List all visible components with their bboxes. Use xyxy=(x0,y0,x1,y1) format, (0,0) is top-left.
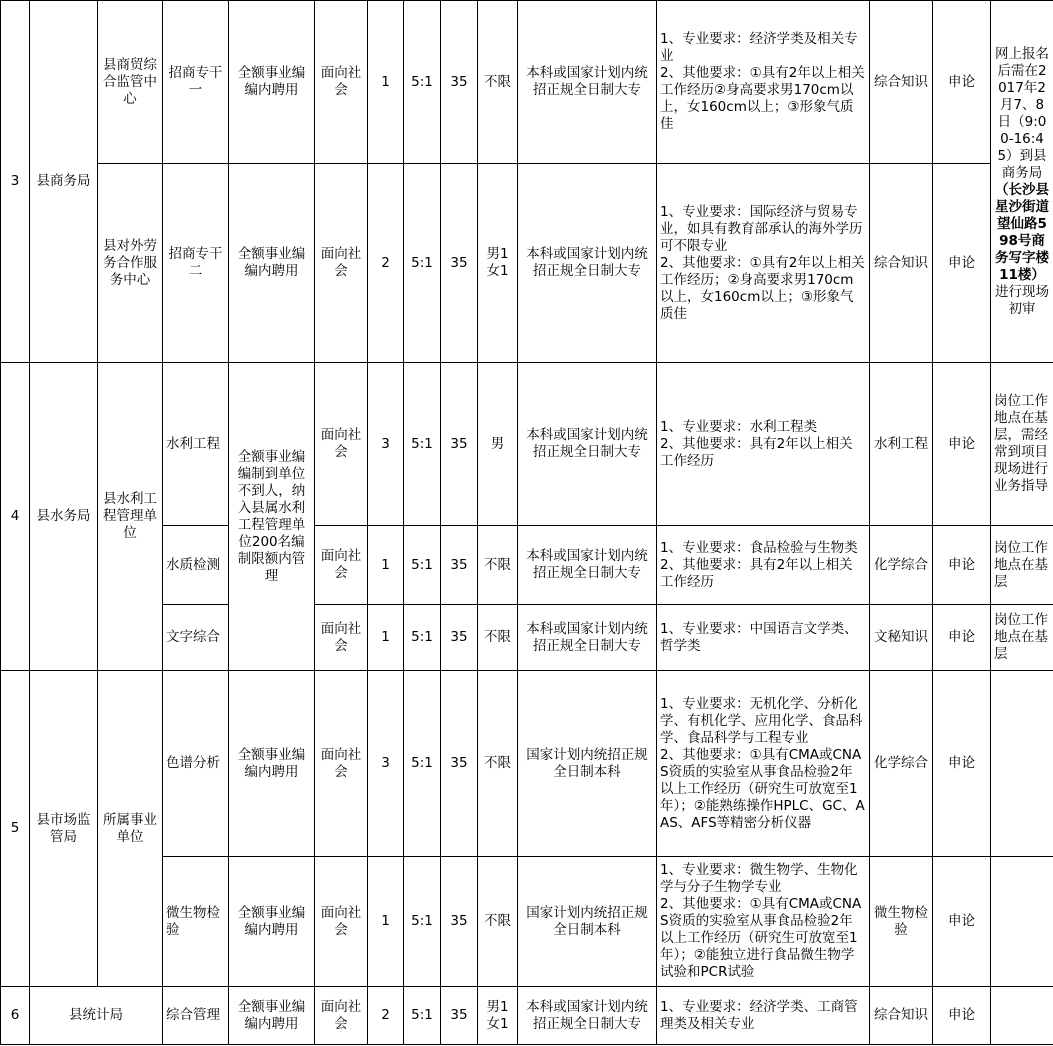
requirement-line: 2、其他要求：①具有CMA或CNAS资质的实验室从事食品检验2年以上工作经历（研究生可放宽至1年）；②能独立进行食品微生物学试验和PCR试验 xyxy=(660,896,862,980)
count-cell: 3 xyxy=(368,671,404,857)
education-cell: 本科或国家计划内统招正规全日制大专 xyxy=(518,363,657,526)
table-row xyxy=(1,1,1053,164)
requirement-line: 1、专业要求：无机化学、分析化学、有机化学、应用化学、食品科学、食品科学与工程专业 xyxy=(660,695,863,746)
ratio-cell: 5:1 xyxy=(404,605,441,671)
gender-cell: 男 xyxy=(478,363,518,526)
nature-cell: 全额事业编编内聘用 xyxy=(229,1,315,164)
count-cell: 2 xyxy=(368,987,404,1045)
note-cell: 岗位工作地点在基层 xyxy=(991,526,1053,605)
unit-cell: 所属事业单位 xyxy=(98,671,163,987)
exam-cell: 申论 xyxy=(933,987,991,1045)
requirements-cell xyxy=(657,671,870,857)
age-cell: 35 xyxy=(441,605,478,671)
requirement-line: 1、专业要求：中国语言文学类、哲学类 xyxy=(660,620,858,654)
subject-cell: 综合知识 xyxy=(870,164,933,363)
requirements-cell xyxy=(657,1,870,164)
seq-cell: 4 xyxy=(1,363,30,671)
gender-cell: 不限 xyxy=(478,857,518,987)
education-cell: 国家计划内统招正规全日制本科 xyxy=(518,857,657,987)
seq-cell: 3 xyxy=(1,1,30,363)
age-cell: 35 xyxy=(441,1,478,164)
age-cell: 35 xyxy=(441,363,478,526)
requirements-cell xyxy=(657,987,870,1045)
note-text: 网上报名后需在2017年2月7、8日（9:00-16:45）到县商务局 xyxy=(995,45,1049,181)
unit-cell: 县对外劳务合作服务中心 xyxy=(98,164,163,363)
table-row xyxy=(1,363,1053,526)
subject-cell: 微生物检验 xyxy=(870,857,933,987)
table-row xyxy=(1,671,1053,857)
note-cell: 岗位工作地点在基层 xyxy=(991,605,1053,671)
requirement-line: 1、专业要求：经济学类及相关专业 xyxy=(660,31,858,64)
nature-cell: 全额事业编编内聘用 xyxy=(229,164,315,363)
note-cell xyxy=(991,671,1053,857)
gender-cell: 不限 xyxy=(478,671,518,857)
gender-cell: 不限 xyxy=(478,1,518,164)
exam-cell: 申论 xyxy=(933,857,991,987)
subject-cell: 综合知识 xyxy=(870,987,933,1045)
department-cell: 县水务局 xyxy=(30,363,98,671)
age-cell: 35 xyxy=(441,987,478,1045)
scope-cell: 面向社会 xyxy=(315,526,368,605)
note-address: （长沙县星沙街道望仙路598号商务写字楼11楼） xyxy=(995,181,1049,283)
requirements-cell xyxy=(657,164,870,363)
scope-cell: 面向社会 xyxy=(315,987,368,1045)
ratio-cell: 5:1 xyxy=(404,363,441,526)
requirement-line: 2、其他要求：具有2年以上相关工作经历 xyxy=(660,435,853,469)
requirement-line: 2、其他要求：①具有2年以上相关工作经历②身高要求男170cm以上，女160cm以上；③形象气质佳 xyxy=(660,65,865,132)
gender-cell: 男1女1 xyxy=(478,987,518,1045)
seq-cell: 5 xyxy=(1,671,30,987)
requirements-cell xyxy=(657,363,870,526)
note-cell xyxy=(991,1,1053,363)
age-cell: 35 xyxy=(441,164,478,363)
gender-cell: 不限 xyxy=(478,526,518,605)
nature-cell: 全额事业编编内聘用 xyxy=(229,987,315,1045)
education-cell: 本科或国家计划内统招正规全日制大专 xyxy=(518,987,657,1045)
unit-cell: 县水利工程管理单位 xyxy=(98,363,163,671)
education-cell: 国家计划内统招正规全日制本科 xyxy=(518,671,657,857)
count-cell: 2 xyxy=(368,164,404,363)
post-cell: 色谱分析 xyxy=(163,671,229,857)
exam-cell: 申论 xyxy=(933,605,991,671)
requirement-line: 1、专业要求：水利工程类 xyxy=(660,418,818,435)
ratio-cell: 5:1 xyxy=(404,671,441,857)
subject-cell: 水利工程 xyxy=(870,363,933,526)
education-cell: 本科或国家计划内统招正规全日制大专 xyxy=(518,526,657,605)
nature-cell: 全额事业编编制到单位不到人，纳入县属水利工程管理单位200名编制限额内管理 xyxy=(229,363,315,671)
scope-cell: 面向社会 xyxy=(315,164,368,363)
requirements-cell xyxy=(657,526,870,605)
subject-cell: 化学综合 xyxy=(870,671,933,857)
ratio-cell: 5:1 xyxy=(404,987,441,1045)
exam-cell: 申论 xyxy=(933,526,991,605)
table-row xyxy=(1,164,1053,363)
requirement-line: 2、其他要求：①具有2年以上相关工作经历；②身高要求男170cm以上，女160cm以上；③形象气质佳 xyxy=(660,254,865,322)
count-cell: 1 xyxy=(368,857,404,987)
age-cell: 35 xyxy=(441,671,478,857)
gender-cell: 不限 xyxy=(478,605,518,671)
scope-cell: 面向社会 xyxy=(315,1,368,164)
requirements-cell xyxy=(657,605,870,671)
table-row xyxy=(1,987,1053,1045)
requirement-line: 2、其他要求：①具有CMA或CNAS资质的实验室从事食品检验2年以上工作经历（研究生可放宽至1年）；②能熟练操作HPLC、GC、AAS、AFS等精密分析仪器 xyxy=(660,746,865,831)
post-cell: 文字综合 xyxy=(163,605,229,671)
age-cell: 35 xyxy=(441,526,478,605)
exam-cell: 申论 xyxy=(933,164,991,363)
ratio-cell: 5:1 xyxy=(404,164,441,363)
ratio-cell: 5:1 xyxy=(404,526,441,605)
requirement-line: 1、专业要求：微生物学、生物化学与分子生物学专业 xyxy=(660,862,858,895)
department-cell: 县商务局 xyxy=(30,1,98,363)
count-cell: 1 xyxy=(368,1,404,164)
department-cell: 县统计局 xyxy=(30,987,163,1045)
scope-cell: 面向社会 xyxy=(315,671,368,857)
department-cell: 县市场监管局 xyxy=(30,671,98,987)
ratio-cell: 5:1 xyxy=(404,1,441,164)
education-cell: 本科或国家计划内统招正规全日制大专 xyxy=(518,605,657,671)
nature-cell: 全额事业编编内聘用 xyxy=(229,671,315,857)
scope-cell: 面向社会 xyxy=(315,857,368,987)
count-cell: 1 xyxy=(368,605,404,671)
subject-cell: 文秘知识 xyxy=(870,605,933,671)
scope-cell: 面向社会 xyxy=(315,605,368,671)
unit-cell: 县商贸综合监管中心 xyxy=(98,1,163,164)
age-cell: 35 xyxy=(441,857,478,987)
post-cell: 招商专干一 xyxy=(163,1,229,164)
exam-cell: 申论 xyxy=(933,1,991,164)
scope-cell: 面向社会 xyxy=(315,363,368,526)
gender-cell: 男1女1 xyxy=(478,164,518,363)
education-cell: 本科或国家计划内统招正规全日制大专 xyxy=(518,164,657,363)
exam-cell: 申论 xyxy=(933,363,991,526)
ratio-cell: 5:1 xyxy=(404,857,441,987)
post-cell: 水利工程 xyxy=(163,363,229,526)
exam-cell: 申论 xyxy=(933,671,991,857)
count-cell: 3 xyxy=(368,363,404,526)
requirement-line: 1、专业要求：食品检验与生物类 xyxy=(660,539,858,556)
note-cell: 岗位工作地点在基层，需经常到项目现场进行业务指导 xyxy=(991,363,1053,526)
nature-cell: 全额事业编编内聘用 xyxy=(229,857,315,987)
requirement-line: 2、其他要求：具有2年以上相关工作经历 xyxy=(660,556,853,590)
post-cell: 微生物检验 xyxy=(163,857,229,987)
seq-cell: 6 xyxy=(1,987,30,1045)
subject-cell: 综合知识 xyxy=(870,1,933,164)
post-cell: 招商专干二 xyxy=(163,164,229,363)
education-cell: 本科或国家计划内统招正规全日制大专 xyxy=(518,1,657,164)
post-cell: 综合管理 xyxy=(163,987,229,1045)
note-cell xyxy=(991,857,1053,987)
count-cell: 1 xyxy=(368,526,404,605)
post-cell: 水质检测 xyxy=(163,526,229,605)
requirements-cell xyxy=(657,857,870,987)
note-text: 进行现场初审 xyxy=(995,283,1049,317)
note-cell xyxy=(991,987,1053,1045)
subject-cell: 化学综合 xyxy=(870,526,933,605)
requirement-line: 1、专业要求：经济学类、工商管理类及相关专业 xyxy=(660,998,858,1032)
requirement-line: 1、专业要求：国际经济与贸易专业，如具有教育部承认的海外学历可不限专业 xyxy=(660,203,863,254)
